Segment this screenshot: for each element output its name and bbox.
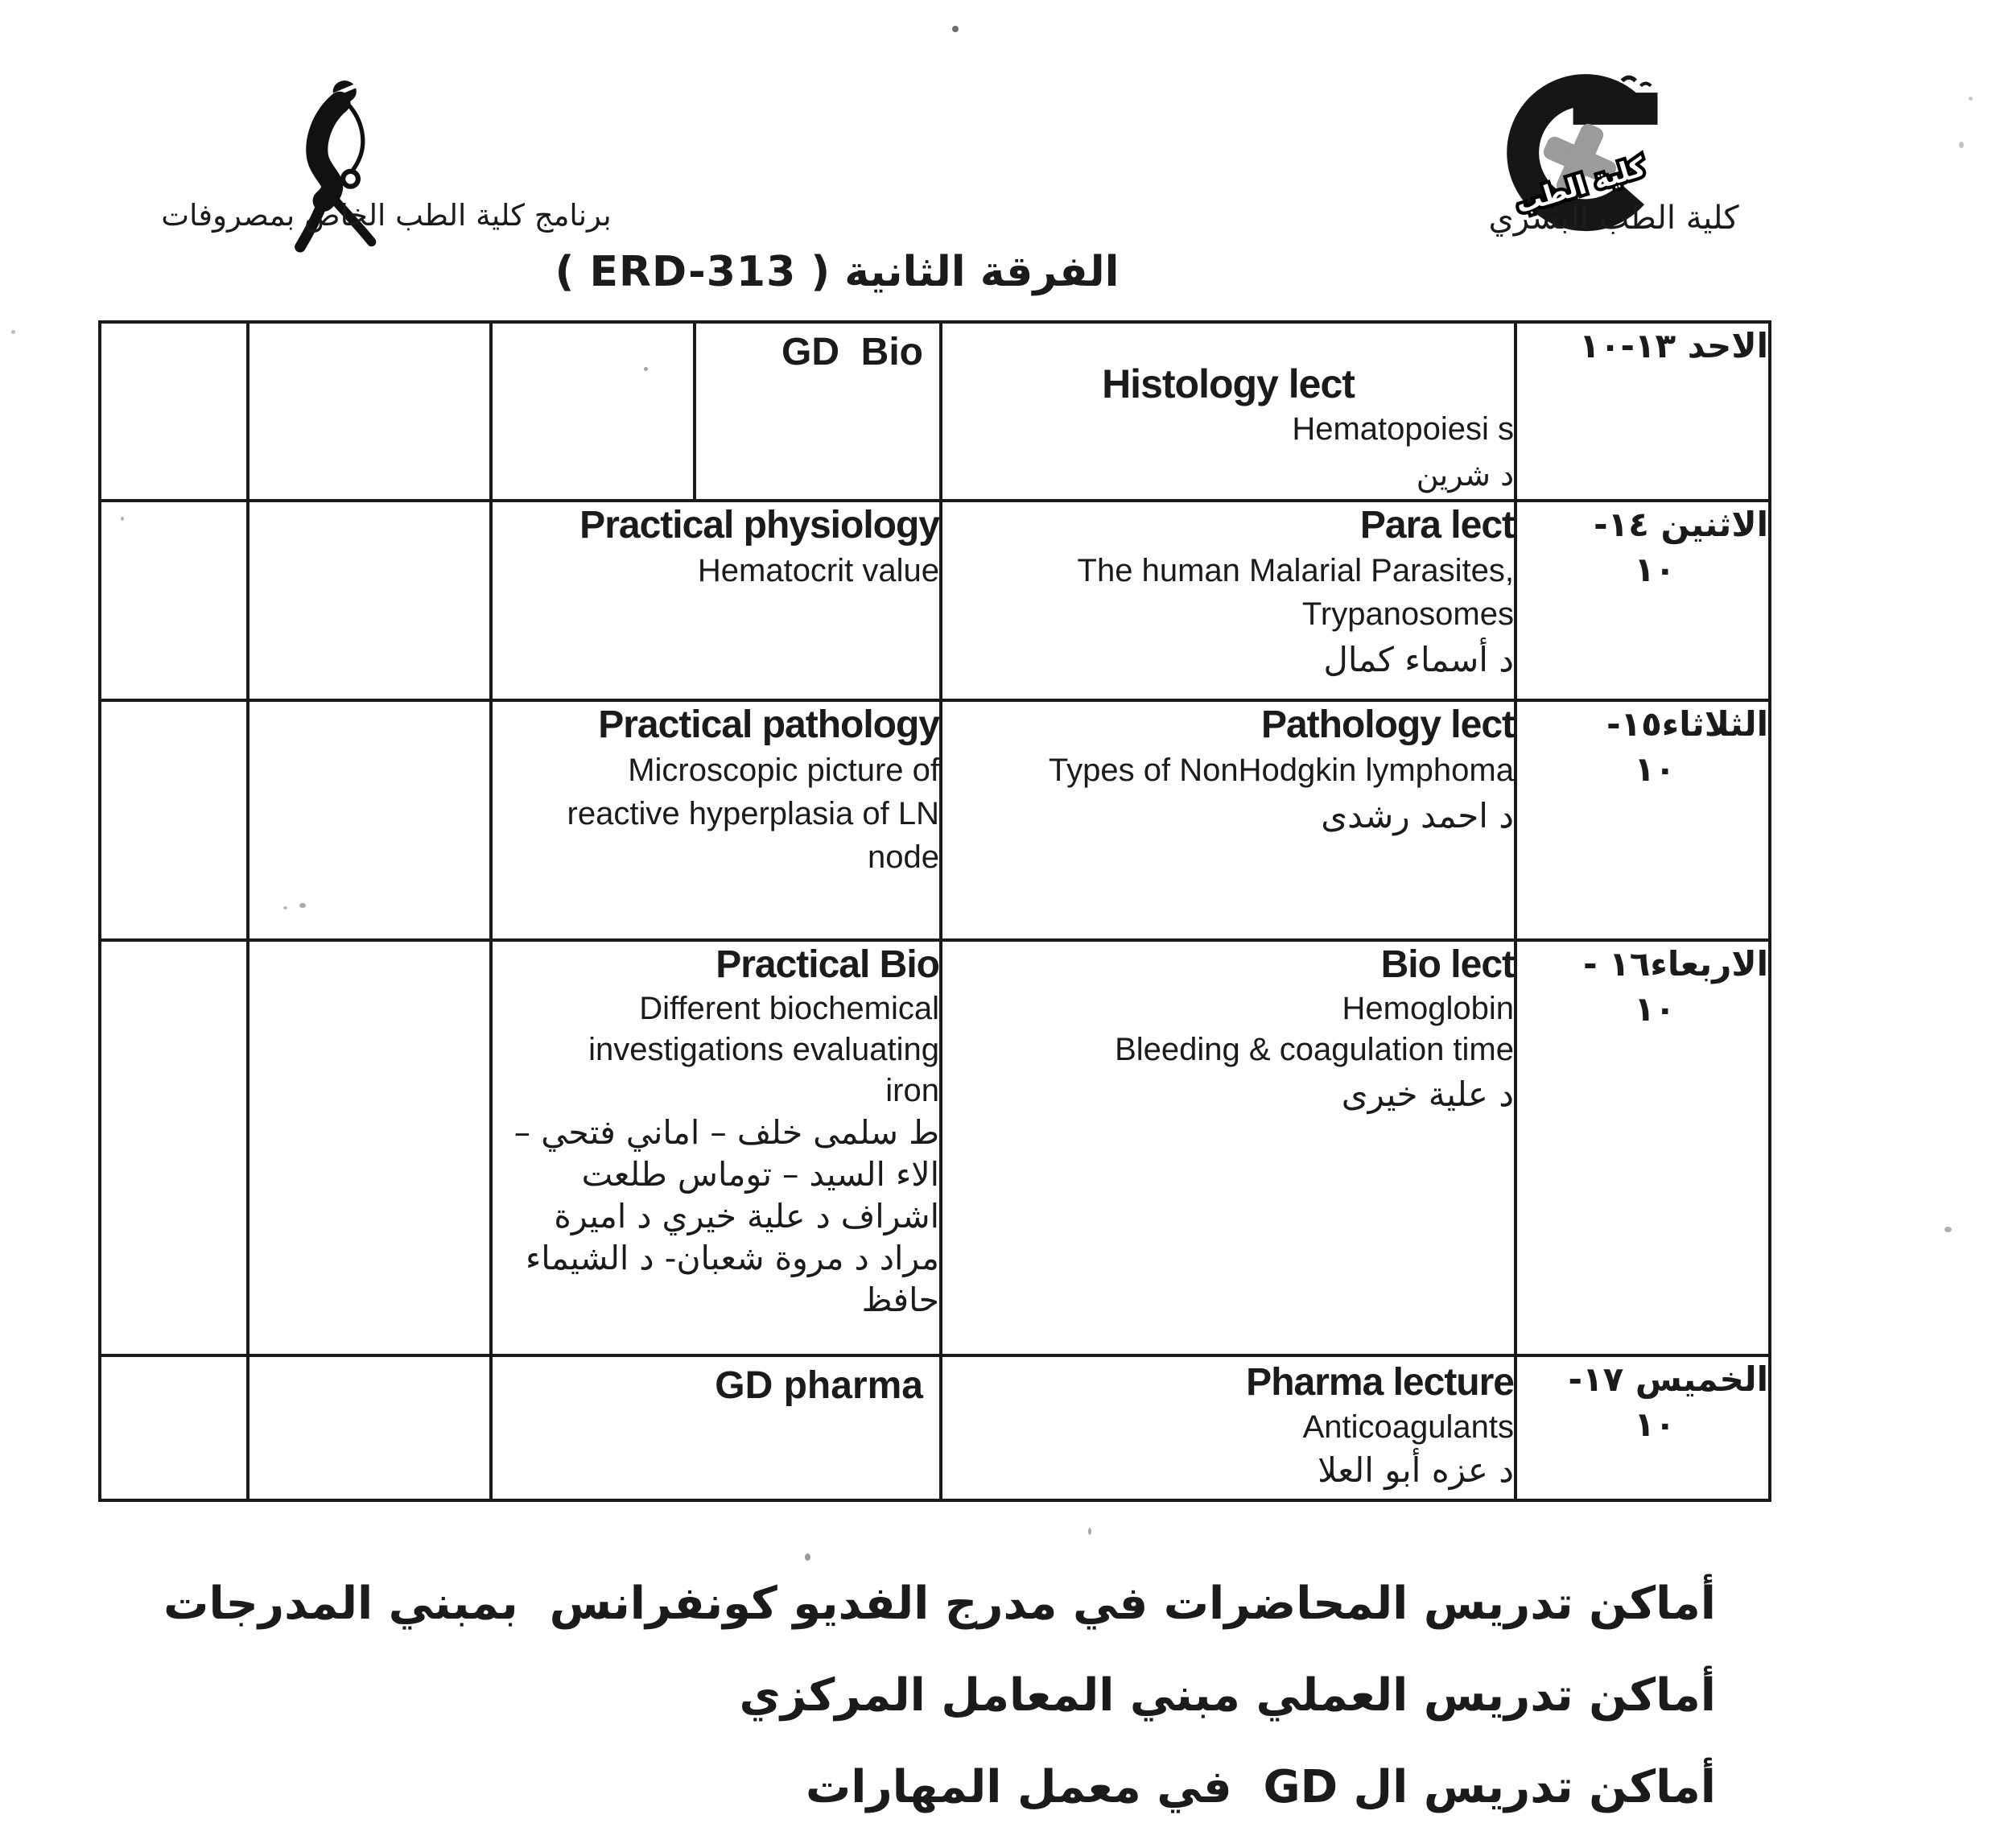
page-title: الفرقة الثانية ( ERD-313 ) [555,248,1120,296]
scan-speck [1969,97,1973,101]
table-row-thursday [100,1355,1770,1500]
gd-session-label: GD Bio [781,331,923,373]
session-topic: Anticoagulants [1302,1409,1514,1445]
scan-speck [1088,1528,1091,1535]
session-topic: Trypanosomes [1301,596,1514,632]
day-label: الخميس ١٧- [1568,1359,1768,1399]
empty-cell [248,501,491,700]
doctor-name: د عزه أبو العلا [1318,1450,1514,1490]
empty-cell [100,1355,248,1500]
faculty-logo-text: كلية الطب [1511,151,1649,220]
session-topic: iron [885,1073,939,1108]
day-label: الاثنين ١٤- [1594,505,1768,544]
session-title: Para lect [1359,504,1514,547]
scan-speck [1944,1227,1952,1232]
scan-speck [644,367,648,371]
empty-cell [248,940,491,1355]
day-hour: ١٠ [1634,1405,1676,1444]
session-topic: The human Malarial Parasites, [1077,553,1514,588]
table-row-sunday [100,322,1770,501]
empty-cell [248,1355,491,1500]
empty-cell [491,322,695,501]
day-hour: ١٠ [1634,989,1676,1029]
day-cell [1516,700,1770,940]
session-topic: Hematocrit value [697,553,939,588]
lecture-cell [941,501,1516,700]
gd-session-label: GD pharma [715,1364,923,1407]
student-group-names: الاء السيد – توماس طلعت [581,1155,939,1194]
scan-speck [299,903,306,908]
scan-speck [805,1553,810,1561]
faculty-label: كلية الطب البشري [1488,200,1739,237]
session-topic: node [868,839,939,875]
session-topic: reactive hyperplasia of LN [567,796,939,831]
empty-cell [100,940,248,1355]
day-hour: ١٠ [1634,749,1676,789]
session-title: Practical Bio [716,943,939,986]
lecture-cell [941,940,1516,1355]
gd-cell [695,322,941,501]
empty-cell [100,322,248,501]
supervisor-names: اشراف د علية خيري د اميرة [554,1197,939,1235]
day-label: الثلاثاء١٥- [1606,704,1768,744]
session-title: Practical pathology [598,703,939,746]
scan-speck [283,906,287,910]
table-row-wednesday [100,940,1770,1355]
student-group-names: ط سلمى خلف – اماني فتحي – [513,1113,939,1152]
location-notes [163,1574,1716,1848]
day-cell [1516,322,1770,501]
session-title: Histology lect [1102,361,1355,406]
session-title: Bio lect [1380,943,1514,986]
doctor-name: د احمد رشدى [1321,796,1514,835]
empty-cell [248,322,491,501]
scan-speck [11,330,15,334]
lecture-cell [941,1355,1516,1500]
gd-cell [491,1355,941,1500]
scan-speck [121,517,124,521]
session-topic: Hemoglobin [1342,991,1514,1026]
session-topic: Types of NonHodgkin lymphoma [1048,753,1514,788]
scan-speck [952,26,959,32]
session-topic: Bleeding & coagulation time [1115,1032,1514,1067]
note-line: أماكن تدريس المحاضرات في مدرج الفديو كونفرانس بمبني المدرجات [163,1578,1716,1630]
practical-cell [491,940,941,1355]
session-title: Practical physiology [579,504,939,547]
session-topic: Hematopoiesi s [1292,411,1514,447]
doctor-name: د أسماء كمال [1323,640,1514,679]
session-topic: investigations evaluating [588,1032,939,1067]
empty-cell [100,501,248,700]
lecture-cell [941,700,1516,940]
day-cell [1516,940,1770,1355]
session-topic: Different biochemical [639,991,939,1026]
empty-cell [248,700,491,940]
program-logo-icon [280,77,401,270]
supervisor-names: مراد د مروة شعبان- د الشيماء [526,1239,939,1277]
empty-cell [100,700,248,940]
practical-cell [491,700,941,940]
doctor-name: د شرين [1416,457,1514,493]
practical-cell [491,501,941,700]
day-label: الاحد ١٣-١٠ [1579,326,1768,365]
timetable [98,320,1771,1502]
note-line: أماكن تدريس ال GD في معمل المهارات [806,1761,1716,1813]
day-hour: ١٠ [1634,550,1676,589]
day-cell [1516,501,1770,700]
doctor-name: د علية خيرى [1341,1075,1514,1114]
program-label: برنامج كلية الطب الخاص بمصروفات [161,198,612,233]
day-label: الاربعاء١٦ - [1583,944,1768,984]
lecture-cell [941,322,1516,501]
day-cell [1516,1355,1770,1500]
supervisor-names: حافظ [861,1281,939,1319]
table-row-monday [100,501,1770,700]
session-title: Pharma lecture [1246,1361,1514,1404]
scan-speck [1959,142,1964,148]
table-row-tuesday [100,700,1770,940]
note-line: أماكن تدريس العملي مبني المعامل المركزي [739,1669,1716,1722]
session-title: Pathology lect [1260,703,1514,746]
session-topic: Microscopic picture of [628,753,939,788]
